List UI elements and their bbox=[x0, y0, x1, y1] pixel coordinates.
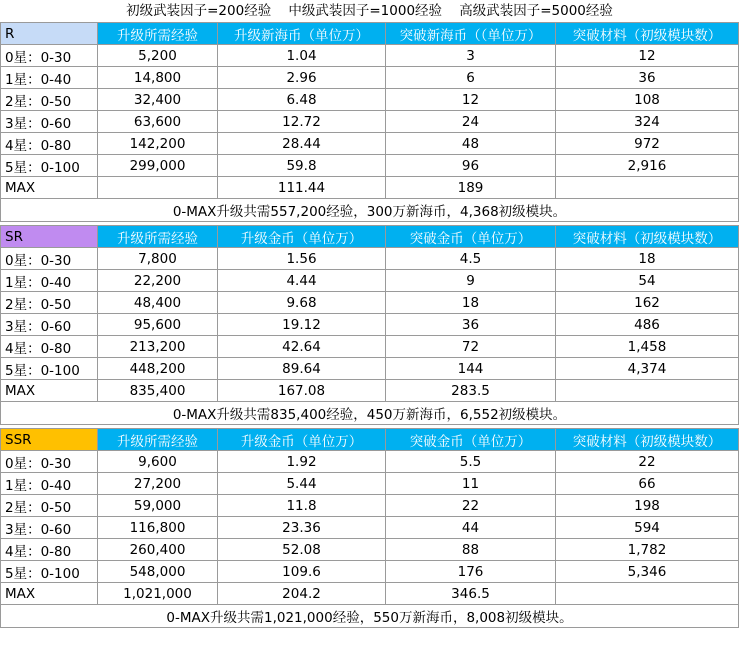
cell-coin: 5.44 bbox=[218, 473, 386, 495]
cell-break-coin: 36 bbox=[386, 314, 556, 336]
row-label: 2星：0-50 bbox=[1, 89, 98, 111]
header-coin: 升级金币（单位万） bbox=[218, 226, 386, 248]
cell-material: 12 bbox=[556, 45, 739, 67]
cell-break-coin: 9 bbox=[386, 270, 556, 292]
row-label: 2星：0-50 bbox=[1, 292, 98, 314]
table-row bbox=[1, 561, 739, 583]
table-row bbox=[1, 270, 739, 292]
cell-material: 4,374 bbox=[556, 358, 739, 380]
table-header-row bbox=[1, 23, 739, 45]
max-row bbox=[1, 177, 739, 199]
cell-break-coin: 11 bbox=[386, 473, 556, 495]
cell-coin: 109.6 bbox=[218, 561, 386, 583]
tier-label-r: R bbox=[1, 23, 98, 45]
cell-exp: 5,200 bbox=[98, 45, 218, 67]
cell-exp: 32,400 bbox=[98, 89, 218, 111]
table-row bbox=[1, 89, 739, 111]
summary-row bbox=[1, 605, 739, 628]
row-label: 1星：0-40 bbox=[1, 67, 98, 89]
cell-material bbox=[556, 177, 739, 199]
cell-exp: 27,200 bbox=[98, 473, 218, 495]
cell-exp: 260,400 bbox=[98, 539, 218, 561]
cell-break-coin: 176 bbox=[386, 561, 556, 583]
table-row bbox=[1, 451, 739, 473]
cell-exp: 299,000 bbox=[98, 155, 218, 177]
header-material: 突破材料（初级模块数） bbox=[556, 23, 739, 45]
cell-break-coin: 24 bbox=[386, 111, 556, 133]
row-label: MAX bbox=[1, 583, 98, 605]
cell-coin: 9.68 bbox=[218, 292, 386, 314]
row-label: 1星：0-40 bbox=[1, 270, 98, 292]
cell-exp: 22,200 bbox=[98, 270, 218, 292]
cell-material bbox=[556, 583, 739, 605]
cell-material: 5,346 bbox=[556, 561, 739, 583]
cell-coin: 12.72 bbox=[218, 111, 386, 133]
cell-coin: 1.04 bbox=[218, 45, 386, 67]
cell-coin: 19.12 bbox=[218, 314, 386, 336]
cell-break-coin: 189 bbox=[386, 177, 556, 199]
cell-coin: 1.92 bbox=[218, 451, 386, 473]
header-material: 突破材料（初级模块数） bbox=[556, 429, 739, 451]
cell-coin: 2.96 bbox=[218, 67, 386, 89]
cell-exp: 48,400 bbox=[98, 292, 218, 314]
cell-exp: 95,600 bbox=[98, 314, 218, 336]
ssr-upgrade-table bbox=[0, 428, 739, 628]
cell-exp: 63,600 bbox=[98, 111, 218, 133]
cell-coin: 52.08 bbox=[218, 539, 386, 561]
header-break-coin: 突破金币（单位万） bbox=[386, 226, 556, 248]
table-row bbox=[1, 248, 739, 270]
header-exp: 升级所需经验 bbox=[98, 23, 218, 45]
cell-exp: 548,000 bbox=[98, 561, 218, 583]
cell-material: 54 bbox=[556, 270, 739, 292]
row-label: 3星：0-60 bbox=[1, 111, 98, 133]
cell-material: 1,458 bbox=[556, 336, 739, 358]
header-exp: 升级所需经验 bbox=[98, 226, 218, 248]
row-label: 3星：0-60 bbox=[1, 517, 98, 539]
table-row bbox=[1, 45, 739, 67]
cell-exp: 14,800 bbox=[98, 67, 218, 89]
table-row bbox=[1, 292, 739, 314]
page-title: 初级武装因子=200经验 中级武装因子=1000经验 高级武装因子=5000经验 bbox=[126, 3, 613, 19]
cell-coin: 11.8 bbox=[218, 495, 386, 517]
cell-exp: 213,200 bbox=[98, 336, 218, 358]
cell-material: 66 bbox=[556, 473, 739, 495]
row-label: 0星：0-30 bbox=[1, 451, 98, 473]
cell-break-coin: 48 bbox=[386, 133, 556, 155]
row-label: 5星：0-100 bbox=[1, 358, 98, 380]
cell-exp: 448,200 bbox=[98, 358, 218, 380]
table-header-row bbox=[1, 429, 739, 451]
cell-coin: 23.36 bbox=[218, 517, 386, 539]
max-row bbox=[1, 583, 739, 605]
sr-upgrade-table bbox=[0, 225, 739, 425]
cell-break-coin: 72 bbox=[386, 336, 556, 358]
cell-material: 36 bbox=[556, 67, 739, 89]
cell-break-coin: 6 bbox=[386, 67, 556, 89]
cell-break-coin: 4.5 bbox=[386, 248, 556, 270]
cell-coin: 42.64 bbox=[218, 336, 386, 358]
cell-exp: 1,021,000 bbox=[98, 583, 218, 605]
cell-coin: 1.56 bbox=[218, 248, 386, 270]
cell-material: 2,916 bbox=[556, 155, 739, 177]
cell-break-coin: 18 bbox=[386, 292, 556, 314]
cell-material: 486 bbox=[556, 314, 739, 336]
table-row bbox=[1, 111, 739, 133]
cell-break-coin: 346.5 bbox=[386, 583, 556, 605]
header-coin: 升级新海币（单位万） bbox=[218, 23, 386, 45]
table-header-row bbox=[1, 226, 739, 248]
r-upgrade-table bbox=[0, 22, 739, 222]
cell-exp: 142,200 bbox=[98, 133, 218, 155]
summary-row bbox=[1, 199, 739, 222]
cell-coin: 89.64 bbox=[218, 358, 386, 380]
cell-break-coin: 44 bbox=[386, 517, 556, 539]
cell-exp: 9,600 bbox=[98, 451, 218, 473]
row-label: 0星：0-30 bbox=[1, 248, 98, 270]
summary-row bbox=[1, 402, 739, 425]
cell-exp: 59,000 bbox=[98, 495, 218, 517]
table-row bbox=[1, 314, 739, 336]
row-label: MAX bbox=[1, 380, 98, 402]
cell-exp: 7,800 bbox=[98, 248, 218, 270]
table-row bbox=[1, 539, 739, 561]
cell-break-coin: 283.5 bbox=[386, 380, 556, 402]
cell-material: 22 bbox=[556, 451, 739, 473]
row-label: 1星：0-40 bbox=[1, 473, 98, 495]
row-label: 4星：0-80 bbox=[1, 133, 98, 155]
row-label: 2星：0-50 bbox=[1, 495, 98, 517]
cell-break-coin: 3 bbox=[386, 45, 556, 67]
tier-label-ssr: SSR bbox=[1, 429, 98, 451]
header-break-coin: 突破新海币（（单位万） bbox=[386, 23, 556, 45]
cell-material: 198 bbox=[556, 495, 739, 517]
table-row bbox=[1, 495, 739, 517]
header-material: 突破材料（初级模块数） bbox=[556, 226, 739, 248]
cell-break-coin: 88 bbox=[386, 539, 556, 561]
cell-exp: 116,800 bbox=[98, 517, 218, 539]
cell-coin: 28.44 bbox=[218, 133, 386, 155]
row-label: 0星：0-30 bbox=[1, 45, 98, 67]
cell-material: 594 bbox=[556, 517, 739, 539]
row-label: 5星：0-100 bbox=[1, 561, 98, 583]
cell-break-coin: 22 bbox=[386, 495, 556, 517]
cell-coin: 59.8 bbox=[218, 155, 386, 177]
cell-coin: 111.44 bbox=[218, 177, 386, 199]
row-label: 3星：0-60 bbox=[1, 314, 98, 336]
cell-material: 18 bbox=[556, 248, 739, 270]
row-label: MAX bbox=[1, 177, 98, 199]
cell-exp: 835,400 bbox=[98, 380, 218, 402]
table-row bbox=[1, 155, 739, 177]
header-coin: 升级金币（单位万） bbox=[218, 429, 386, 451]
cell-exp bbox=[98, 177, 218, 199]
tier-label-sr: SR bbox=[1, 226, 98, 248]
cell-coin: 4.44 bbox=[218, 270, 386, 292]
row-label: 5星：0-100 bbox=[1, 155, 98, 177]
table-row bbox=[1, 358, 739, 380]
cell-break-coin: 5.5 bbox=[386, 451, 556, 473]
table-row bbox=[1, 517, 739, 539]
cell-break-coin: 144 bbox=[386, 358, 556, 380]
table-row bbox=[1, 67, 739, 89]
table-row bbox=[1, 473, 739, 495]
cell-material: 324 bbox=[556, 111, 739, 133]
row-label: 4星：0-80 bbox=[1, 336, 98, 358]
cell-material: 972 bbox=[556, 133, 739, 155]
cell-material: 108 bbox=[556, 89, 739, 111]
summary-text: 0-MAX升级共需1,021,000经验，550万新海币，8,008初级模块。 bbox=[1, 605, 739, 628]
cell-coin: 204.2 bbox=[218, 583, 386, 605]
header-exp: 升级所需经验 bbox=[98, 429, 218, 451]
row-label: 4星：0-80 bbox=[1, 539, 98, 561]
header-break-coin: 突破金币（单位万） bbox=[386, 429, 556, 451]
cell-coin: 6.48 bbox=[218, 89, 386, 111]
summary-text: 0-MAX升级共需557,200经验，300万新海币，4,368初级模块。 bbox=[1, 199, 739, 222]
max-row bbox=[1, 380, 739, 402]
cell-material bbox=[556, 380, 739, 402]
cell-break-coin: 96 bbox=[386, 155, 556, 177]
cell-break-coin: 12 bbox=[386, 89, 556, 111]
cell-material: 162 bbox=[556, 292, 739, 314]
summary-text: 0-MAX升级共需835,400经验，450万新海币，6,552初级模块。 bbox=[1, 402, 739, 425]
cell-material: 1,782 bbox=[556, 539, 739, 561]
table-row bbox=[1, 133, 739, 155]
table-row bbox=[1, 336, 739, 358]
cell-coin: 167.08 bbox=[218, 380, 386, 402]
